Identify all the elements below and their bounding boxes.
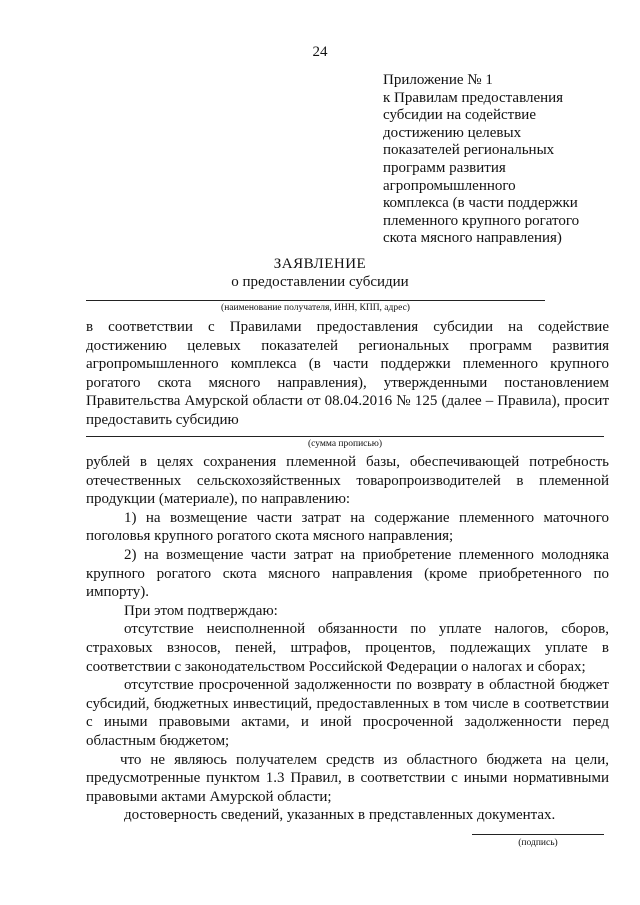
confirm-1-paragraph: отсутствие неисполненной обязанности по уплате налогов, сборов, страховых взносов, пеней, штрафов, процентов, подлежащих уплате в соответствии с законодательством Российской Федерации о налогах и сборах; (86, 621, 609, 675)
confirm-heading: При этом подтверждаю: (124, 602, 278, 619)
appendix-line: скота мясного направления) (383, 230, 562, 247)
appendix-block (383, 72, 623, 248)
body-text (86, 453, 609, 825)
confirm-4-paragraph: достоверность сведений, указанных в представленных документах. (124, 807, 556, 824)
signature-caption: (подпись) (518, 838, 558, 848)
intro-text: в соответствии с Правилами предоставления субсидии на содействие достижению целевых показателей региональных программ развития агропромышленного комплекса (в части поддержки племенного крупного рогатого скота мясного направления), утвержденными постановлением Правительства Амурской области от 08.04.2016 № 125 (далее – Правила), просит предоставить субсидию (86, 319, 609, 428)
confirm-3-paragraph: что не являюсь получателем средств из областного бюджета на цели, предусмотренные пунктом 1.3 Правил, в соответствии с иными нормативными правовыми актами Амурской области; (86, 751, 609, 805)
appendix-line: субсидии на содействие (383, 107, 536, 124)
page-number: 24 (312, 44, 328, 60)
recipient-line (86, 300, 545, 301)
appendix-line: агропромышленного (383, 177, 516, 194)
signature-line (472, 834, 604, 835)
confirm-2-paragraph: отсутствие просроченной задолженности по возврату в областной бюджет субсидий, бюджетных инвестиций, предоставленных в том числе в соответствии с иными правовыми актами, и иной просроченной задолженности перед областным бюджетом; (86, 677, 609, 749)
document-subtitle: о предоставлении субсидии (231, 274, 409, 290)
document-title: ЗАЯВЛЕНИЕ (273, 256, 367, 272)
appendix-line: к Правилам предоставления (383, 89, 564, 106)
amount-caption: (сумма прописью) (308, 439, 382, 449)
appendix-line: комплекса (в части поддержки (383, 195, 578, 212)
appendix-line: племенного крупного рогатого (383, 212, 580, 229)
recipient-caption: (наименование получателя, ИНН, КПП, адрес) (221, 303, 410, 313)
appendix-line: Приложение № 1 (383, 72, 493, 88)
item-1-paragraph: 1) на возмещение части затрат на содержание племенного маточного поголовья крупного рогатого скота мясного направления; (86, 509, 609, 545)
appendix-line: показателей региональных (383, 142, 555, 159)
item-2-paragraph: 2) на возмещение части затрат на приобретение племенного молодняка крупного рогатого скота мясного направления (кроме приобретенного по импорту). (86, 546, 609, 601)
purpose-paragraph: рублей в целях сохранения племенной базы, обеспечивающей потребность отечественных сельскохозяйственных товаропроизводителей в племенной продукции (материале), по направлению: (86, 454, 609, 508)
appendix-line: достижению целевых (383, 124, 522, 141)
appendix-line: программ развития (383, 159, 506, 176)
intro-paragraph (86, 318, 609, 430)
amount-line (86, 436, 604, 437)
